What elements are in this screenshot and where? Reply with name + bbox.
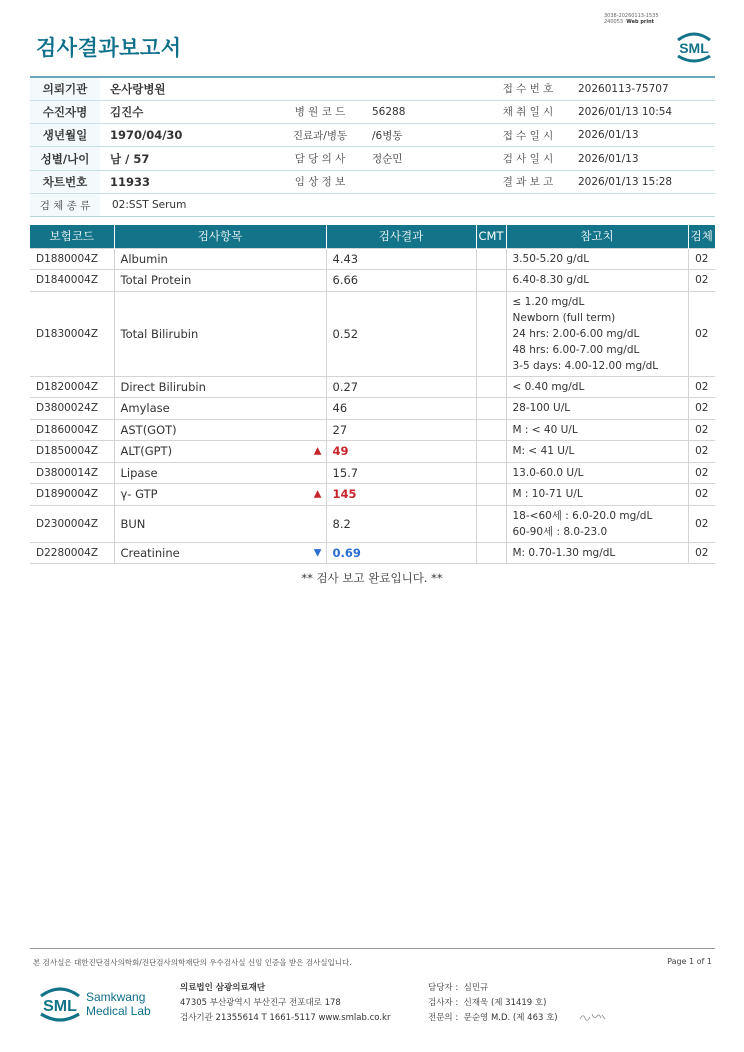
info-label [280, 77, 360, 100]
result-row [30, 398, 715, 420]
insurance-code: D1830004Z [30, 291, 114, 376]
reference-line: 3-5 days: 4.00-12.00 mg/dL [512, 359, 659, 372]
print-code: 3038-20260113-1535 [604, 13, 659, 19]
info-value: 11933 [100, 170, 280, 193]
footer-divider [30, 948, 715, 949]
patient-info-row [30, 170, 715, 193]
patient-info-row [30, 100, 715, 123]
specimen-code: 02 [688, 270, 715, 292]
reference-line: 3.50-5.20 g/dL [512, 252, 590, 265]
report-title: 검사결과보고서 [36, 36, 182, 60]
low-flag-icon: ▼ [313, 547, 322, 559]
test-item-name: Direct Bilirubin [120, 379, 206, 394]
sml-logo [672, 26, 716, 64]
print-id [604, 13, 659, 25]
test-item-name: AST(GOT) [120, 422, 177, 437]
reference-line: 18-<60세 : 6.0-20.0 mg/dL [512, 509, 653, 522]
info-label: 성별/나이 [30, 147, 100, 170]
insurance-code: D1850004Z [30, 441, 114, 463]
results-table [30, 225, 715, 564]
reference-line: < 0.40 mg/dL [512, 380, 585, 393]
test-item-name: γ- GTP [120, 487, 158, 502]
test-item-cell [114, 484, 326, 506]
info-value: 56288 [360, 100, 490, 123]
test-result-value: 145 [326, 484, 476, 506]
specimen-code: 02 [688, 441, 715, 463]
specimen-value: 02:SST Serum [100, 193, 715, 216]
cmt-cell [476, 270, 506, 292]
info-label: 접 수 번 호 [490, 77, 566, 100]
patient-info-row [30, 147, 715, 170]
print-label: Web print [626, 19, 655, 25]
brand-line2: Medical Lab [86, 1004, 151, 1018]
cmt-cell [476, 398, 506, 420]
info-value: 2026/01/13 15:28 [566, 170, 715, 193]
insurance-code: D3800024Z [30, 398, 114, 420]
cmt-cell [476, 419, 506, 441]
reference-line: M : < 40 U/L [512, 423, 578, 436]
specimen-code: 02 [688, 291, 715, 376]
info-label: 차트번호 [30, 170, 100, 193]
result-row [30, 376, 715, 398]
specimen-code: 02 [688, 542, 715, 564]
info-value: 남 / 57 [100, 147, 280, 170]
info-label: 접 수 일 시 [490, 124, 566, 147]
info-value: 2026/01/13 10:54 [566, 100, 715, 123]
col-cmt: CMT [476, 225, 506, 248]
test-item-name: Total Protein [120, 273, 192, 288]
info-value [360, 77, 490, 100]
info-value: /6병동 [360, 124, 490, 147]
reference-range [506, 376, 688, 398]
info-label: 임 상 정 보 [280, 170, 360, 193]
specimen-code: 02 [688, 376, 715, 398]
patient-info-row [30, 124, 715, 147]
staff-name: 문순영 M.D. (제 463 호) [463, 1013, 558, 1023]
specimen-row [30, 193, 715, 216]
reference-range [506, 398, 688, 420]
col-test-result: 검사결과 [326, 225, 476, 248]
test-result-value: 0.69 [326, 542, 476, 564]
col-insurance-code: 보험코드 [30, 225, 114, 248]
org-contact: 검사기관 21355614 T 1661-5117 www.smlab.co.kr [180, 1013, 391, 1023]
org-name: 의료법인 삼광의료재단 [180, 983, 266, 993]
specimen-code: 02 [688, 505, 715, 542]
result-row [30, 270, 715, 292]
cmt-cell [476, 248, 506, 270]
col-specimen: 검체 [688, 225, 715, 248]
test-item-name: Total Bilirubin [120, 326, 199, 341]
staff-role: 전문의 : [428, 1013, 459, 1023]
footer-brand [86, 990, 151, 1018]
staff-name: 심민규 [463, 983, 489, 993]
completion-note: ** 검사 보고 완료입니다. ** [301, 571, 443, 585]
patient-info-row [30, 77, 715, 100]
result-row [30, 484, 715, 506]
insurance-code: D1890004Z [30, 484, 114, 506]
reference-range [506, 419, 688, 441]
cmt-cell [476, 441, 506, 463]
test-result-value: 4.43 [326, 248, 476, 270]
reference-range [506, 542, 688, 564]
col-reference: 참고치 [506, 225, 688, 248]
reference-line: 60-90세 : 8.0-23.0 [512, 525, 608, 538]
reference-line: M: 0.70-1.30 mg/dL [512, 546, 616, 559]
info-label: 의뢰기관 [30, 77, 100, 100]
test-item-cell [114, 462, 326, 484]
info-value: 정순민 [360, 147, 490, 170]
staff-name: 신재욱 (제 31419 호) [463, 998, 547, 1008]
print-code2: 240053 [604, 19, 624, 25]
info-label: 검 사 일 시 [490, 147, 566, 170]
insurance-code: D1860004Z [30, 419, 114, 441]
info-label: 채 취 일 시 [490, 100, 566, 123]
reference-line: ≤ 1.20 mg/dL [512, 295, 585, 308]
high-flag-icon: ▲ [313, 445, 322, 457]
patient-info-table [30, 76, 715, 217]
brand-line1: Samkwang [86, 990, 146, 1004]
result-row [30, 291, 715, 376]
test-result-value: 46 [326, 398, 476, 420]
info-label: 담 당 의 사 [280, 147, 360, 170]
test-item-name: ALT(GPT) [120, 444, 173, 459]
page-number: Page 1 of 1 [667, 957, 712, 966]
insurance-code: D2280004Z [30, 542, 114, 564]
test-item-name: BUN [120, 516, 146, 531]
footer-org [180, 981, 390, 1026]
info-value: 1970/04/30 [100, 124, 280, 147]
reference-range [506, 291, 688, 376]
info-value: 2026/01/13 [566, 147, 715, 170]
result-row [30, 505, 715, 542]
reference-line: M: < 41 U/L [512, 445, 575, 458]
insurance-code: D1820004Z [30, 376, 114, 398]
test-item-cell [114, 248, 326, 270]
info-value [360, 170, 490, 193]
test-item-cell [114, 376, 326, 398]
info-label: 결 과 보 고 [490, 170, 566, 193]
info-label: 수진자명 [30, 100, 100, 123]
specimen-code: 02 [688, 484, 715, 506]
staff-role: 담당자 : [428, 983, 459, 993]
specimen-label: 검 체 종 류 [30, 193, 100, 216]
info-value: 김진수 [100, 100, 280, 123]
reference-line: Newborn (full term) [512, 311, 616, 324]
test-result-value: 0.27 [326, 376, 476, 398]
test-item-cell [114, 441, 326, 463]
test-result-value: 49 [326, 441, 476, 463]
reference-line: 48 hrs: 6.00-7.00 mg/dL [512, 343, 640, 356]
cmt-cell [476, 484, 506, 506]
certification-text: 본 검사실은 대한진단검사의학회/진단검사의학재단의 우수검사실 신임 인증을 받은 검사실입니다. [33, 958, 352, 967]
info-label: 생년월일 [30, 124, 100, 147]
test-item-cell [114, 419, 326, 441]
test-result-value: 27 [326, 419, 476, 441]
cmt-cell [476, 376, 506, 398]
test-item-cell [114, 270, 326, 292]
result-row [30, 462, 715, 484]
cmt-cell [476, 291, 506, 376]
test-result-value: 0.52 [326, 291, 476, 376]
reference-range [506, 505, 688, 542]
staff-role: 검사자 : [428, 998, 459, 1008]
info-value: 온사랑병원 [100, 77, 280, 100]
test-result-value: 8.2 [326, 505, 476, 542]
high-flag-icon: ▲ [313, 488, 322, 500]
specimen-code: 02 [688, 398, 715, 420]
result-row [30, 248, 715, 270]
info-value: 20260113-75707 [566, 77, 715, 100]
test-item-name: Albumin [120, 251, 168, 266]
reference-range [506, 462, 688, 484]
reference-line: 24 hrs: 2.00-6.00 mg/dL [512, 327, 640, 340]
test-item-cell [114, 505, 326, 542]
info-label: 진료과/병동 [280, 124, 360, 147]
result-row [30, 441, 715, 463]
test-item-name: Creatinine [120, 545, 180, 560]
reference-range [506, 441, 688, 463]
insurance-code: D1840004Z [30, 270, 114, 292]
test-result-value: 15.7 [326, 462, 476, 484]
result-row [30, 419, 715, 441]
reference-line: 6.40-8.30 g/dL [512, 274, 590, 287]
test-item-cell [114, 398, 326, 420]
test-item-name: Lipase [120, 465, 158, 480]
specimen-code: 02 [688, 462, 715, 484]
insurance-code: D2300004Z [30, 505, 114, 542]
specimen-code: 02 [688, 419, 715, 441]
result-row [30, 542, 715, 564]
reference-line: M : 10-71 U/L [512, 488, 583, 501]
footer-sml-logo [36, 980, 84, 1024]
reference-line: 28-100 U/L [512, 402, 571, 415]
reference-range [506, 270, 688, 292]
sml-logo-text: SML [679, 40, 709, 56]
specimen-code: 02 [688, 248, 715, 270]
reference-line: 13.0-60.0 U/L [512, 466, 584, 479]
cmt-cell [476, 505, 506, 542]
test-item-cell [114, 542, 326, 564]
info-label: 병 원 코 드 [280, 100, 360, 123]
test-item-name: Amylase [120, 401, 170, 416]
insurance-code: D1880004Z [30, 248, 114, 270]
org-address: 47305 부산광역시 부산진구 전포대로 178 [180, 998, 341, 1008]
insurance-code: D3800014Z [30, 462, 114, 484]
signature-image [578, 1010, 608, 1024]
results-header-row [30, 225, 715, 248]
info-value: 2026/01/13 [566, 124, 715, 147]
cmt-cell [476, 542, 506, 564]
footer-logo-text: SML [43, 998, 77, 1015]
col-test-item: 검사항목 [114, 225, 326, 248]
test-result-value: 6.66 [326, 270, 476, 292]
test-item-cell [114, 291, 326, 376]
footer-staff [428, 981, 558, 1026]
reference-range [506, 484, 688, 506]
cmt-cell [476, 462, 506, 484]
reference-range [506, 248, 688, 270]
